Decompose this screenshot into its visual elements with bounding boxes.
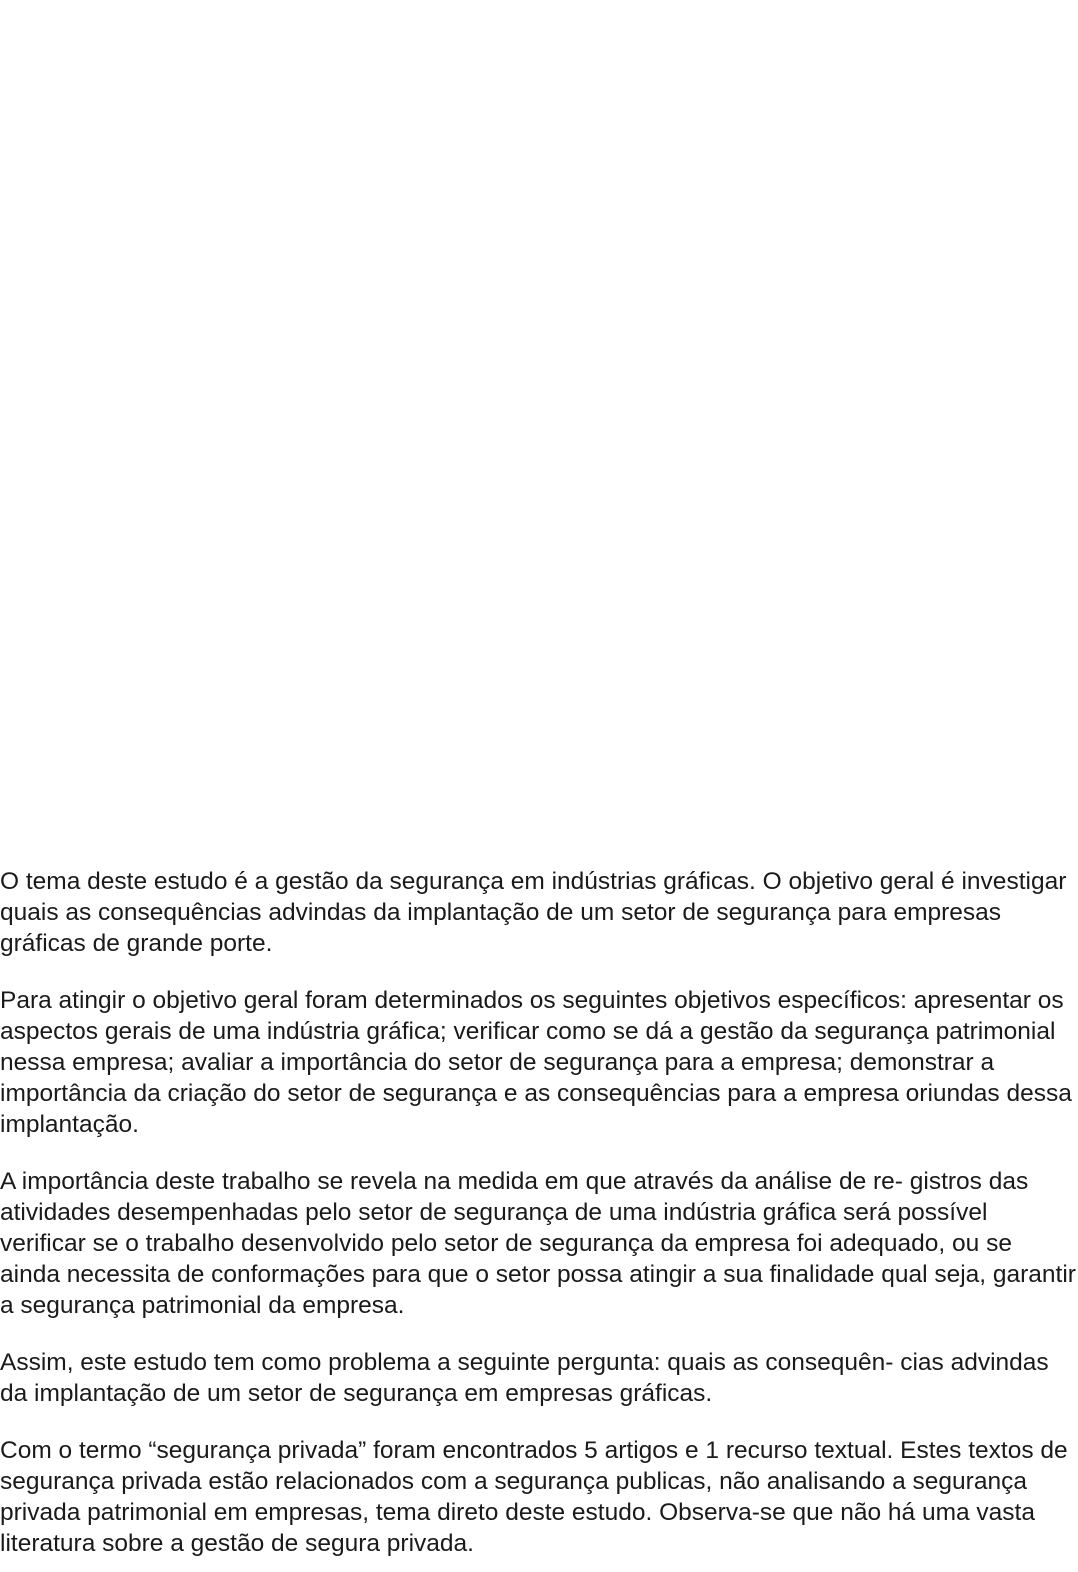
paragraph-literature: Com o termo “segurança privada” foram encontrados 5 artigos e 1 recurso textual. Estes textos de segurança privada estão relacionados com a segurança publicas, não analisando a segurança privada patrimonial em empresas, tema direto deste estudo. Observa-se que não há uma vasta literatura sobre a gestão de segura privada. [0,1437,1068,1557]
paragraph-theme: O tema deste estudo é a gestão da segurança em indústrias gráficas. O objetivo geral é investigar quais as consequências advindas da implantação de um setor de segurança para empresas gráficas de grande porte. [0,868,1067,957]
document-body [0,866,1076,1559]
paragraph-importance: A importância deste trabalho se revela na medida em que através da análise de re- gistros das atividades desempenhadas pelo setor de segurança de uma indústria gráfica será possível verificar se o trabalho desenvolvido pelo setor de segurança da empresa foi adequado, ou se ainda necessita de conformações para que o setor possa atingir a sua finalidade qual seja, garantir a segurança patrimonial da empresa. [0,1168,1076,1319]
paragraph-objectives: Para atingir o objetivo geral foram determinados os seguintes objetivos específicos: apresentar os aspectos gerais de uma indústria gráfica; verificar como se dá a gestão da segurança patrimonial nessa empresa; avaliar a importância do setor de segurança para a empresa; demonstrar a importância da criação do setor de segurança e as consequências para a empresa oriundas dessa implantação. [0,987,1072,1138]
paragraph-problem: Assim, este estudo tem como problema a seguinte pergunta: quais as consequên- cias advindas da implantação de um setor de segurança em empresas gráficas. [0,1349,1049,1407]
